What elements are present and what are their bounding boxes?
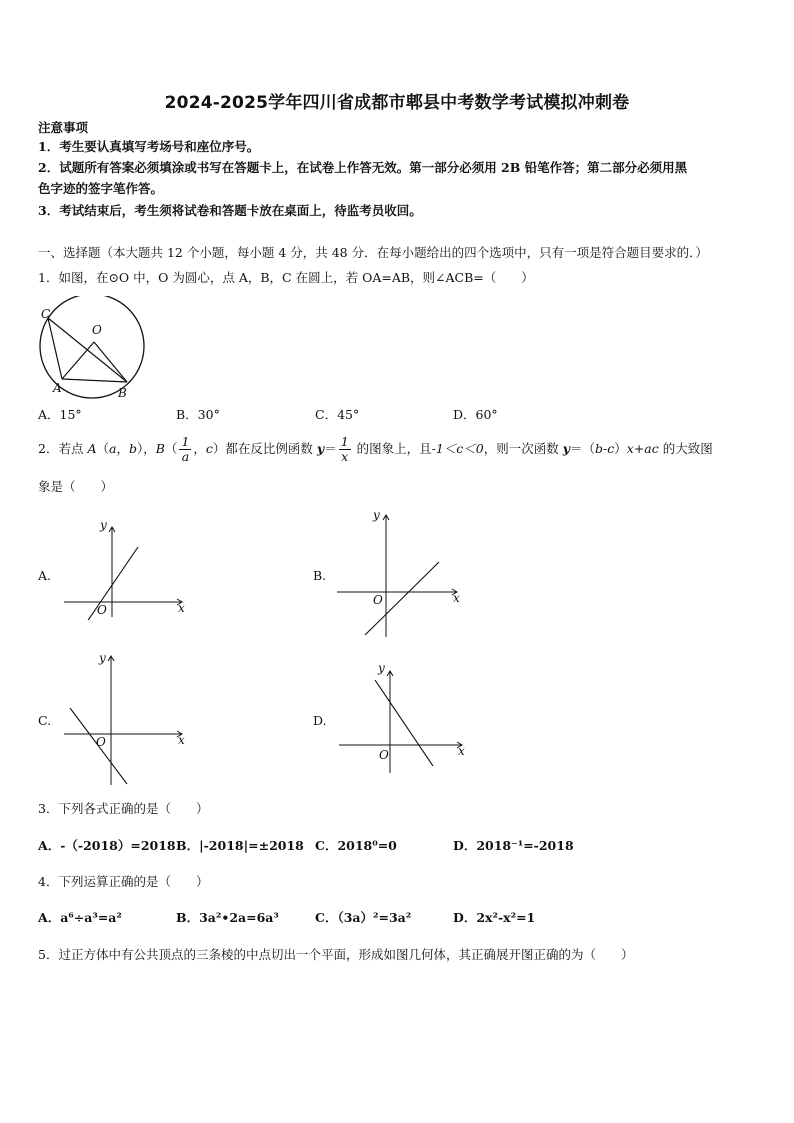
q3-option-a: A．-（-2018）=2018: [38, 838, 176, 853]
graph-option-d: [335, 658, 470, 778]
graph-option-b: [335, 505, 470, 640]
svg-text:x: x: [458, 744, 465, 758]
notice-heading: 注意事项: [38, 120, 89, 135]
label-o: O: [92, 323, 102, 337]
label-a: A: [53, 381, 62, 395]
q3-option-c: C．2018⁰=0: [315, 838, 397, 853]
q3-option-b: B．|-2018|=±2018: [176, 838, 304, 853]
q4-option-d: D．2x²-x²=1: [453, 910, 536, 925]
question-2-stem: 2．若点 A（a，b），B（ $\frac{1}{a}$ ，c）都在反比例函数 y＝ $\frac{1}{x}$ 的图象上，且-1＜c＜0，则一次函数 y＝（b-c）x+ac 的大致图: [38, 434, 713, 464]
circle-figure: [36, 296, 148, 400]
graph-option-c: [60, 650, 190, 790]
section-heading: 一、选择题（本大题共 12 个小题，每小题 4 分，共 48 分．在每小题给出的四个选项中，只有一项是符合题目要求的．）: [38, 245, 708, 260]
q3-option-d: D．2018⁻¹=-2018: [453, 838, 574, 853]
svg-text:x: x: [178, 733, 185, 747]
svg-text:x: x: [178, 601, 185, 615]
q2-option-d-label: D.: [313, 713, 327, 728]
notice-item-1: 1．考生要认真填写考场号和座位序号。: [38, 139, 260, 154]
question-1-stem: 1．如图，在⊙O 中，O 为圆心，点 A，B，C 在圆上，若 OA=AB，则∠ACB=（ ）: [38, 270, 534, 285]
q2-option-a-label: A.: [38, 568, 52, 583]
svg-text:y: y: [373, 508, 380, 522]
q1-option-a: A．15°: [38, 407, 82, 422]
notice-item-2: 2．试题所有答案必须填涂或书写在答题卡上，在试卷上作答无效。第一部分必须用 2B 铅笔作答；第二部分必须用黑: [38, 160, 688, 175]
q4-option-a: A．a⁶÷a³=a²: [38, 910, 122, 925]
svg-text:y: y: [99, 651, 106, 665]
q1-option-c: C．45°: [315, 407, 360, 422]
graph-option-a: [60, 515, 190, 620]
notice-item-2-cont: 色字迹的签字笔作答。: [38, 181, 164, 196]
svg-text:y: y: [378, 661, 385, 675]
q1-option-d: D．60°: [453, 407, 498, 422]
q4-option-c: C．（3a）²=3a²: [315, 910, 412, 925]
fraction-1-over-x: $\frac{1}{x}$: [340, 434, 349, 464]
q4-option-b: B．3a²•2a=6a³: [176, 910, 279, 925]
page-title: 2024-2025学年四川省成都市郫县中考数学考试模拟冲刺卷: [164, 93, 630, 113]
svg-text:O: O: [97, 603, 107, 617]
svg-text:x: x: [453, 591, 460, 605]
svg-text:y: y: [100, 518, 107, 532]
notice-item-3: 3．考试结束后，考生须将试卷和答题卡放在桌面上，待监考员收回。: [38, 203, 422, 218]
label-b: B: [118, 386, 127, 400]
q2-option-b-label: B.: [313, 568, 327, 583]
question-4-stem: 4．下列运算正确的是（ ）: [38, 874, 209, 889]
question-2-stem-cont: 象是（ ）: [38, 479, 114, 494]
svg-text:O: O: [373, 593, 383, 607]
fraction-1-over-a: $\frac{1}{a}$: [181, 434, 190, 464]
question-5-stem: 5．过正方体中有公共顶点的三条棱的中点切出一个平面，形成如图几何体，其正确展开图正确的为（ ）: [38, 947, 634, 962]
label-c: C: [41, 307, 51, 321]
svg-text:O: O: [96, 735, 106, 749]
q1-option-b: B．30°: [176, 407, 220, 422]
question-3-stem: 3．下列各式正确的是（ ）: [38, 801, 209, 816]
svg-text:O: O: [379, 748, 389, 762]
q2-option-c-label: C.: [38, 713, 52, 728]
